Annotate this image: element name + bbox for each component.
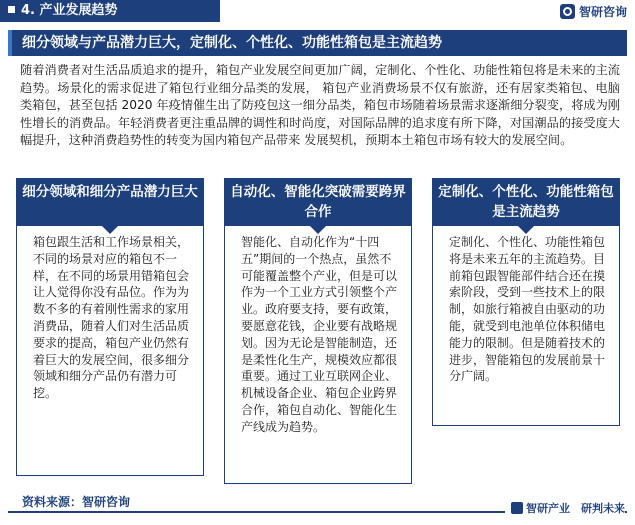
card-2-header [224,178,412,226]
card-1-header [16,178,204,226]
brand-name: 智研咨询 [578,5,627,19]
data-source: 资料来源：智研咨询 [22,495,131,509]
footer-brand-icon [511,502,523,514]
card-1-body: 箱包跟生活和工作场景相关，不同的场景对应的箱包不一样，在不同的场景用错箱包会让人觉得你没有品位。作为为数不多的有着刚性需求的家用消费品，随着人们对生活品质要求的提高，箱包产业仍然有着巨大的发展空间，很多细分领域和细分产品仍有潜力可挖。 [16,226,204,476]
topic-banner: 细分领域与产品潜力巨大，定制化、个性化、功能性箱包是主流趋势 [8,30,627,56]
section-title [0,0,220,22]
top-bar [0,0,635,24]
card-3-body: 定制化、个性化、功能性箱包将是未来五年的主流趋势。目前箱包跟智能部件结合还在摸索阶段，受到一些技术上的限制，如旅行箱被自由驱动的功能，就受到电池单位体积储电能力的限制。但是随着技术的进步，智能箱包的发展前景十分广阔。 [432,226,620,426]
brand-icon [560,4,575,19]
card-3-title: 定制化、个性化、功能性箱包是主流趋势 [438,184,614,220]
card-3-header [432,178,620,226]
card-2-title: 自动化、智能化突破需要跨界合作 [230,184,406,220]
section-title-text: 4. 产业发展趋势 [21,3,118,18]
square-bullet-icon [8,6,15,13]
brand-logo [560,3,627,21]
card-1-title: 细分领域和细分产品潜力巨大 [22,184,198,200]
intro-paragraph: 随着消费者对生活品质追求的提升，箱包产业发展空间更加广阔，定制化、个性化、功能性箱包将是未来的主流趋势。场景化的需求促进了箱包行业细分品类的发展， 箱包产业消费场景不仅有旅游，还有居家类箱包、电脑类箱包，甚至包括 2020 年疫情催生出了防疫包这一细分品类，箱包市场随着场景需求逐渐细分裂变，将成为刚性增长的消费品。年轻消费者更注重品牌的调性和时尚度，对国际品牌的追求度有所下降，对国潮品的接受度大幅提升，这种消费趋势性的转变为国内箱包产品带来 发展契机，预期本土箱包市场有较大的发展空间。 [20,63,620,148]
card-2-body: 智能化、自动化作为“十四五”期间的一个热点，虽然不可能覆盖整个产业，但是可以作为一个工业方式引领整个产业。政府要支持，要有政策，要愿意花钱，企业要有战略规划。因为无论是智能制造，还是柔性化生产，规模效应都很重要。通过工业互联网企业、机械设备企业、箱包企业跨界合作，箱包自动化、智能化生产线成为趋势。 [224,226,412,484]
footer-brand-text: 智研产业 研判未来 [526,502,625,515]
footer-brand [505,500,625,516]
